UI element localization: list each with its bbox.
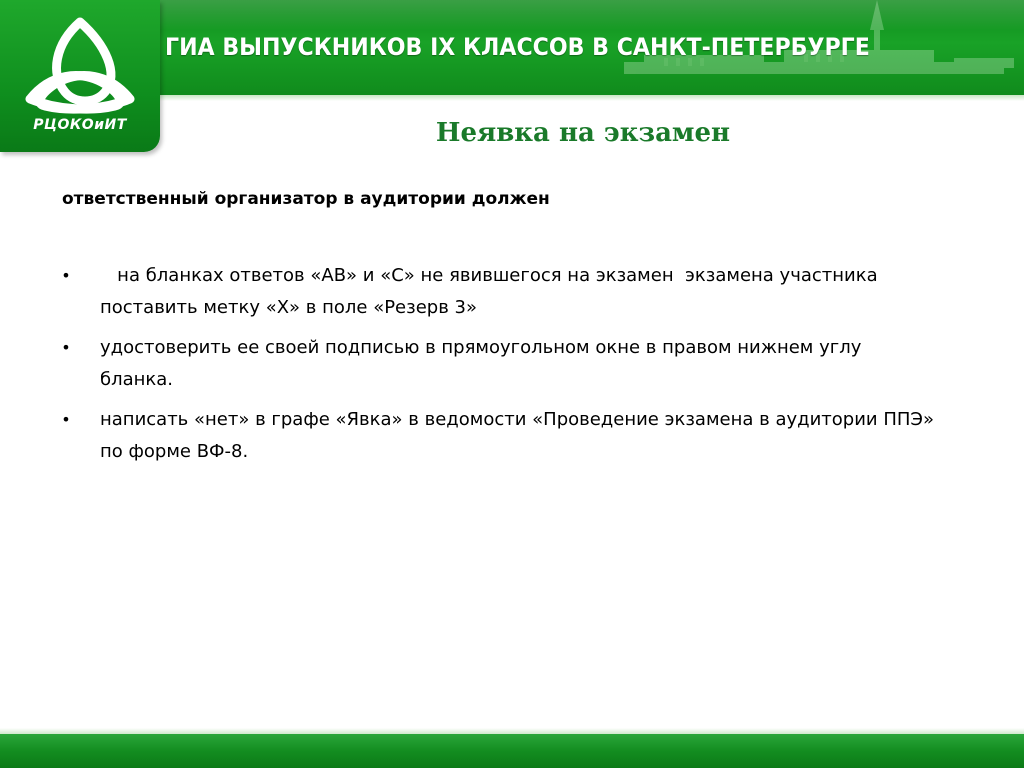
header-underline [150,95,1024,101]
bullet-dot: • [61,410,71,429]
list-item [60,404,940,468]
bullet-dot: • [61,266,71,285]
list-item [60,332,940,396]
list-item-text: написать «нет» в графе «Явка» в ведомости «Проведение экзамена в аудитории ППЭ» по форме ВФ-8. [100,409,934,462]
bullet-list [60,260,940,476]
list-item-text: на бланках ответов «АВ» и «С» не явившегося на экзамен экзамена участника поставить метку «Х» в поле «Резерв 3» [100,265,884,318]
list-item [60,260,940,324]
slide-title: Неявка на экзамен [435,118,731,148]
list-item-text: удостоверить ее своей подписью в прямоугольном окне в правом нижнем углу бланка. [100,337,862,390]
slide-subtitle: ответственный организатор в аудитории должен [62,189,550,209]
header-title: ГИА ВЫПУСКНИКОВ IX КЛАССОВ В САНКТ-ПЕТЕРБУРГЕ [165,33,870,61]
bullet-dot: • [61,338,71,357]
footer-band [0,734,1024,768]
trefoil-knot-icon [20,14,140,114]
logo-text: РЦОКОиИТ [33,117,127,133]
